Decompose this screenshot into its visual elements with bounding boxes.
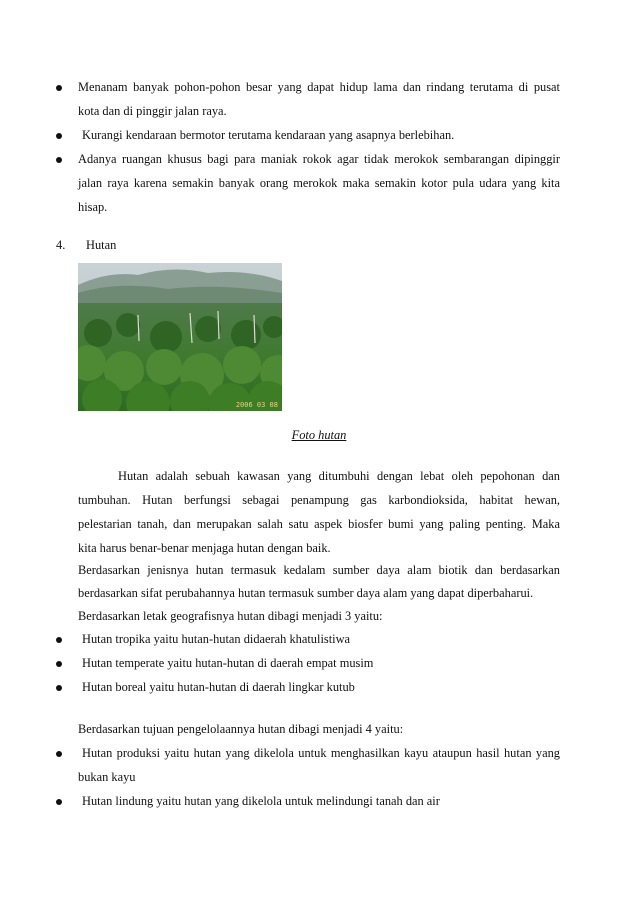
paragraph-line: Berdasarkan letak geografisnya hutan dibagi menjadi 3 yaitu: — [78, 609, 383, 623]
section-number: 4. — [56, 238, 66, 252]
bullet-text-line: jalan raya karena semakin banyak orang merokok maka semakin kotor pula udara yang kita — [78, 176, 560, 190]
bullet-text-line: Menanam banyak pohon-pohon besar yang dapat hidup lama dan rindang terutama di pusat — [78, 80, 560, 94]
bullet-text-line: kota dan di pinggir jalan raya. — [78, 104, 227, 118]
list-item: Hutan produksi yaitu hutan yang dikelola untuk menghasilkan kayu ataupun hasil hutan yang — [82, 746, 560, 760]
bullet-text-line: Kurangi kendaraan bermotor terutama kendaraan yang asapnya berlebihan. — [82, 128, 455, 142]
section-title: Hutan — [86, 238, 117, 252]
purpose-intro: Berdasarkan tujuan pengelolaannya hutan dibagi menjadi 4 yaitu: — [78, 722, 404, 736]
photo-date-stamp: 2006 03 08 — [235, 401, 278, 409]
bullet-dot — [56, 799, 62, 805]
list-item: Hutan boreal yaitu hutan-hutan di daerah lingkar kutub — [82, 680, 355, 694]
paragraph-line: berdasarkan sifat perubahannya hutan termasuk sumber daya alam yang dapat diperbaharui. — [78, 586, 534, 600]
list-item: Hutan temperate yaitu hutan-hutan di daerah empat musim — [82, 656, 374, 670]
bullet-dot — [56, 133, 62, 139]
bullet-dot — [56, 637, 62, 643]
paragraph-line: Hutan adalah sebuah kawasan yang ditumbuhi dengan lebat oleh pepohonan dan — [118, 469, 560, 483]
bullet-dot — [56, 661, 62, 667]
forest-photo — [78, 263, 282, 411]
paragraph-line: kita harus benar-benar menjaga hutan dengan baik. — [78, 541, 331, 555]
bullet-text-line: hisap. — [78, 200, 108, 214]
paragraph-line: pelestarian tanah, dan merupakan salah satu aspek biosfer bumi yang paling penting. Maka — [78, 517, 560, 531]
list-item: Hutan lindung yaitu hutan yang dikelola untuk melindungi tanah dan air — [82, 794, 440, 808]
paragraph-line: tumbuhan. Hutan berfungsi sebagai penampung gas karbondioksida, habitat hewan, — [78, 493, 560, 507]
list-item: bukan kayu — [78, 770, 136, 784]
bullet-text-line: Adanya ruangan khusus bagi para maniak rokok agar tidak merokok sembarangan dipinggir — [78, 152, 560, 166]
bullet-dot — [56, 751, 62, 757]
bullet-dot — [56, 157, 62, 163]
photo-caption: Foto hutan — [291, 428, 347, 442]
list-item: Hutan tropika yaitu hutan-hutan didaerah khatulistiwa — [82, 632, 351, 646]
paragraph-line: Berdasarkan jenisnya hutan termasuk kedalam sumber daya alam biotik dan berdasarkan — [78, 563, 560, 577]
bullet-dot — [56, 685, 62, 691]
bullet-dot — [56, 85, 62, 91]
